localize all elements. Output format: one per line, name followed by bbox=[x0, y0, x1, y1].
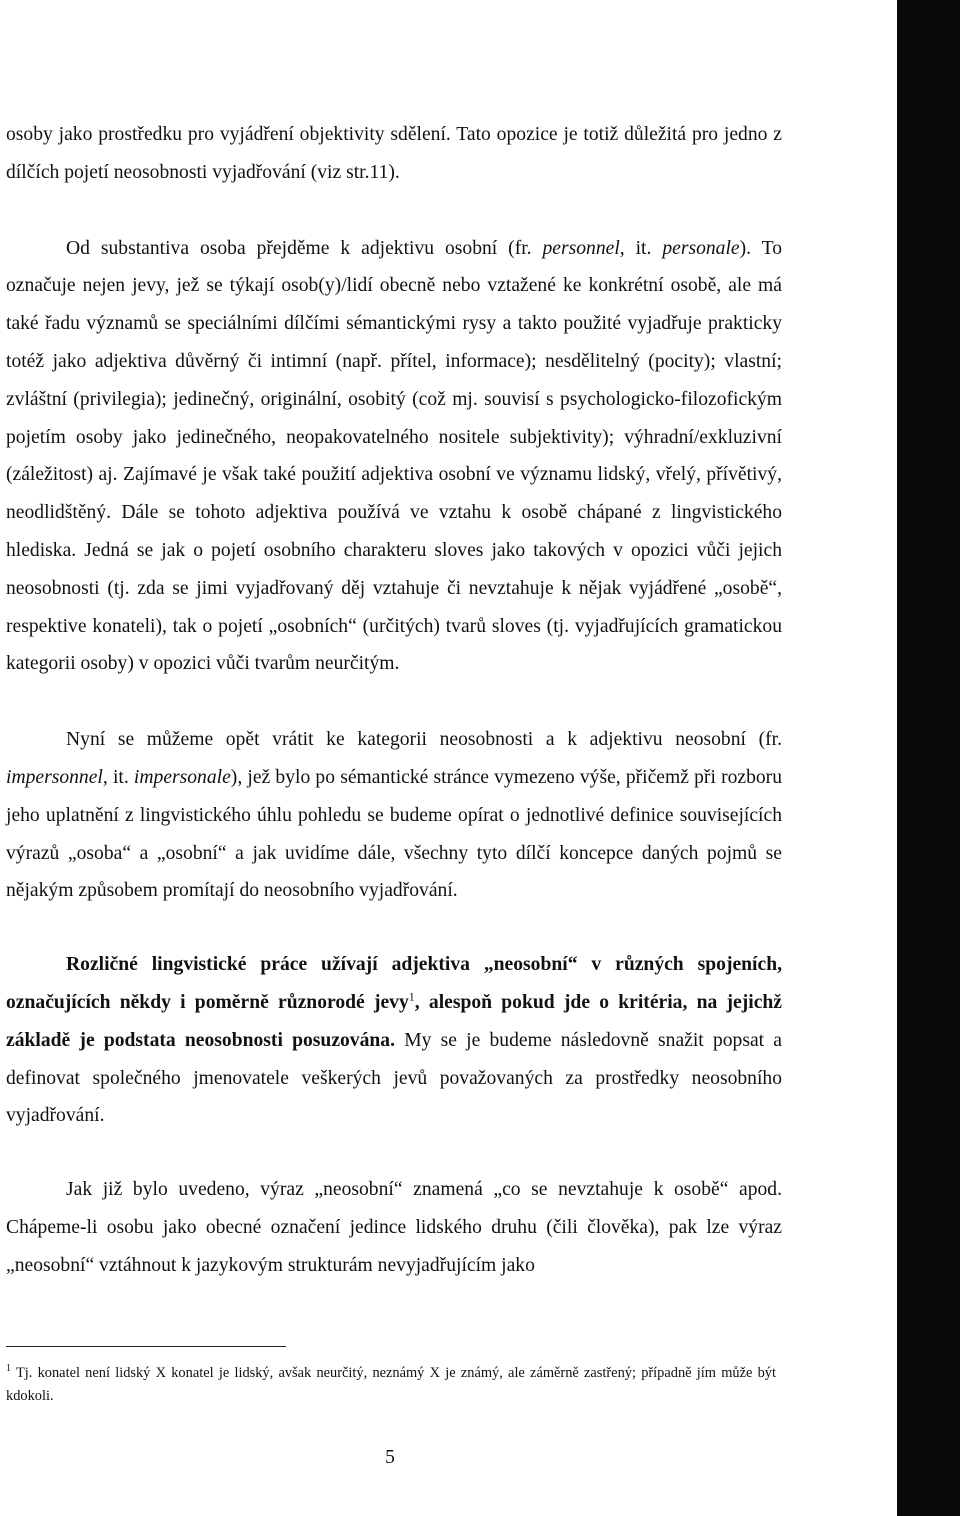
body-text bbox=[6, 116, 782, 1285]
text-segment: Od substantiva osoba přejděme k adjektivu osobní (fr. bbox=[66, 237, 543, 259]
text-segment: , alespoň pokud jde o kritéria, na jejichž základě je podstata neosobnosti posuzována. bbox=[6, 991, 782, 1051]
paragraph-3 bbox=[6, 721, 782, 910]
text-segment: , it. bbox=[102, 766, 134, 788]
page-number: 5 bbox=[385, 1447, 395, 1468]
text-segment: Jak již bylo uvedeno, výraz „neosobní“ znamená „co se nevztahuje k osobě“ apod. Chápeme-li osobu jako obecné označení jedince lidského druhu (čili člověka), pak lze výraz „neosobní“ vztáhnout k jazykovým strukturám nevyjadřujícím jako bbox=[6, 1179, 782, 1276]
scan-edge-bar bbox=[897, 0, 960, 1516]
text-segment: Nyní se můžeme opět vrátit ke kategorii neosobnosti a k adjektivu neosobní (fr. bbox=[66, 729, 782, 751]
text-segment: , it. bbox=[619, 237, 663, 259]
footnote bbox=[6, 1362, 776, 1407]
text-segment: personnel bbox=[542, 237, 620, 259]
footnote-text: Tj. konatel není lidský X konatel je lidský, avšak neurčitý, neznámý X je známý, ale záměrně zastřený; případně jím může být kdokoli. bbox=[6, 1365, 776, 1404]
text-segment: ), jež bylo po sémantické stránce vymezeno výše, přičemž při rozboru jeho uplatnění z lingvistického úhlu pohledu se budeme opírat o jednotlivé definice souvisejících výrazů „osoba“ a „osobní“ a jak uvidíme dále, všechny tyto dílčí koncepce daných pojmů se nějakým způsobem promítají do neosobního vyjadřování. bbox=[6, 766, 782, 902]
paragraph-1 bbox=[6, 116, 782, 192]
footnote-divider bbox=[6, 1346, 286, 1347]
text-segment: ). To označuje nejen jevy, jež se týkají osob(y)/lidí obecně nebo vztažené ke konkrétní osobě, ale má také řadu významů se speciálními dílčími sémantickými rysy a takto použité vyjadřuje prakticky totéž jako adjektiva důvěrný či intimní (např. přítel, informace); nesdělitelný (pocity); vlastní; zvláštní (privilegia); jedinečný, originální, osobitý (což mj. souvisí s psychologicko-filozofickým pojetím osoby jako jedinečného, neopakovatelného nositele subjektivity); výhradní/exkluzivní (záležitost) aj. Zajímavé je však také použití adjektiva osobní ve významu lidský, vřelý, přívětivý, neodlidštěný. Dále se tohoto adjektiva používá ve vztahu k osobě chápané z lingvistického hlediska. Jedná se jak o pojetí osobního charakteru sloves jako takových v opozici vůči jejich neosobnosti (tj. zda se jimi vyjadřovaný děj vztahuje či nevztahuje k nějak vyjádřené „osobě“, respektive konateli), tak o pojetí „osobních“ (určitých) tvarů sloves (tj. vyjadřujících gramatickou kategorii osoby) v opozici vůči tvarům neurčitým. bbox=[6, 237, 783, 675]
footnote-marker: 1 bbox=[6, 1363, 11, 1375]
text-segment: osoby jako prostředku pro vyjádření objektivity sdělení. Tato opozice je totiž důležitá pro jedno z dílčích pojetí neosobnosti vyjadřování (viz str.11). bbox=[6, 124, 782, 183]
text-segment: personale bbox=[662, 237, 740, 259]
footnote-reference: 1 bbox=[408, 989, 415, 1004]
paragraph-2 bbox=[6, 230, 782, 684]
paragraph-4 bbox=[6, 946, 782, 1135]
paragraph-5 bbox=[6, 1171, 782, 1284]
text-segment: Rozličné lingvistické práce užívají adjektiva „neosobní“ v různých spojeních, označujících někdy i poměrně různorodé jevy bbox=[6, 954, 782, 1013]
text-segment: impersonale bbox=[133, 766, 231, 788]
text-segment: My se je budeme následovně snažit popsat a definovat společného jmenovatele veškerých jevů považovaných za prostředky neosobního vyjadřování. bbox=[6, 1029, 782, 1127]
text-segment: impersonnel bbox=[6, 766, 103, 788]
